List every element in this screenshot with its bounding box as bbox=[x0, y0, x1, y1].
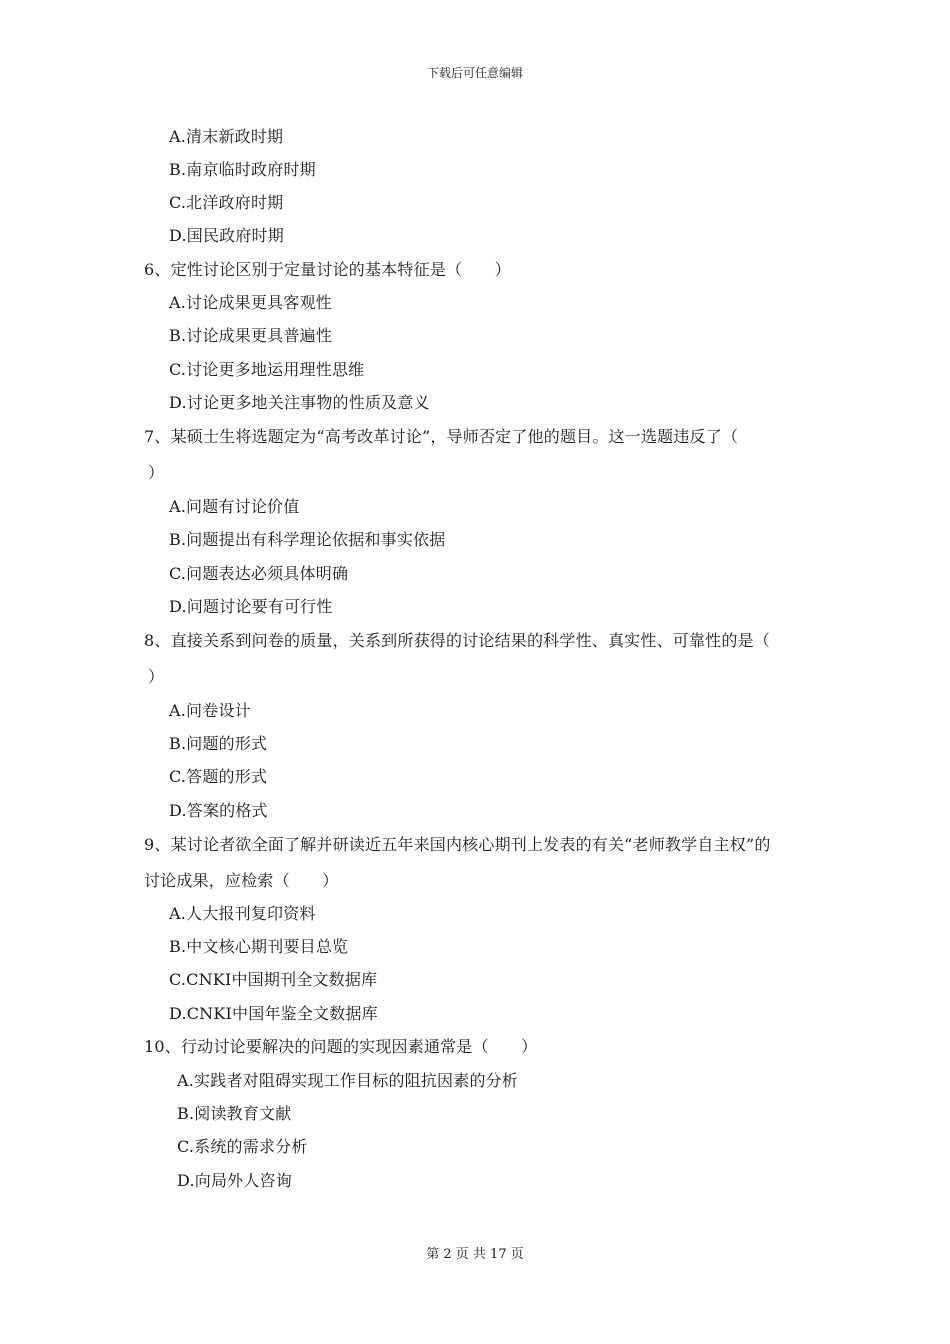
q6-option-d: D.讨论更多地关注事物的性质及意义 bbox=[169, 393, 430, 412]
q6-option-b: B.讨论成果更具普遍性 bbox=[169, 326, 333, 345]
q7-option-d: D.问题讨论要有可行性 bbox=[169, 597, 333, 616]
q5-option-d: D.国民政府时期 bbox=[169, 226, 284, 245]
q10-stem: 10、行动讨论要解决的问题的实现因素通常是（ ） bbox=[144, 1037, 538, 1056]
q9-option-b: B.中文核心期刊要目总览 bbox=[169, 937, 349, 956]
q9-option-d: D.CNKI中国年鉴全文数据库 bbox=[169, 1004, 378, 1023]
q5-option-a: A.清末新政时期 bbox=[169, 127, 284, 146]
q9-stem-continued: 讨论成果，应检索（ ） bbox=[144, 871, 339, 890]
q7-stem: 7、某硕士生将选题定为“高考改革讨论”，导师否定了他的题目。这一选题违反了（ bbox=[144, 427, 739, 446]
q8-stem-continued: ） bbox=[148, 667, 165, 686]
q10-option-d: D.向局外人咨询 bbox=[177, 1171, 292, 1190]
q7-option-b: B.问题提出有科学理论依据和事实依据 bbox=[169, 530, 446, 549]
q7-option-c: C.问题表达必须具体明确 bbox=[169, 564, 349, 583]
q7-stem-continued: ） bbox=[148, 463, 165, 482]
q8-option-a: A.问卷设计 bbox=[169, 701, 251, 720]
q5-option-c: C.北洋政府时期 bbox=[169, 193, 284, 212]
q9-stem: 9、某讨论者欲全面了解并研读近五年来国内核心期刊上发表的有关“老师教学自主权”的 bbox=[144, 835, 771, 854]
q8-option-d: D.答案的格式 bbox=[169, 801, 268, 820]
q10-option-c: C.系统的需求分析 bbox=[177, 1137, 308, 1156]
q10-option-a: A.实践者对阻碍实现工作目标的阻抗因素的分析 bbox=[177, 1071, 519, 1090]
q7-option-a: A.问题有讨论价值 bbox=[169, 497, 300, 516]
q6-stem: 6、定性讨论区别于定量讨论的基本特征是（ ） bbox=[144, 260, 511, 279]
q10-option-b: B.阅读教育文献 bbox=[177, 1104, 292, 1123]
q9-option-a: A.人大报刊复印资料 bbox=[169, 904, 316, 923]
q8-option-c: C.答题的形式 bbox=[169, 767, 268, 786]
q8-stem: 8、直接关系到问卷的质量，关系到所获得的讨论结果的科学性、真实性、可靠性的是（ bbox=[144, 631, 770, 650]
q6-option-c: C.讨论更多地运用理性思维 bbox=[169, 360, 365, 379]
q5-option-b: B.南京临时政府时期 bbox=[169, 160, 316, 179]
q6-option-a: A.讨论成果更具客观性 bbox=[169, 293, 332, 312]
q9-option-c: C.CNKI中国期刊全文数据库 bbox=[169, 970, 378, 989]
page-footer: 第 2 页 共 17 页 bbox=[426, 1247, 524, 1262]
page-header: 下载后可任意编辑 bbox=[426, 66, 523, 80]
q8-option-b: B.问题的形式 bbox=[169, 734, 268, 753]
